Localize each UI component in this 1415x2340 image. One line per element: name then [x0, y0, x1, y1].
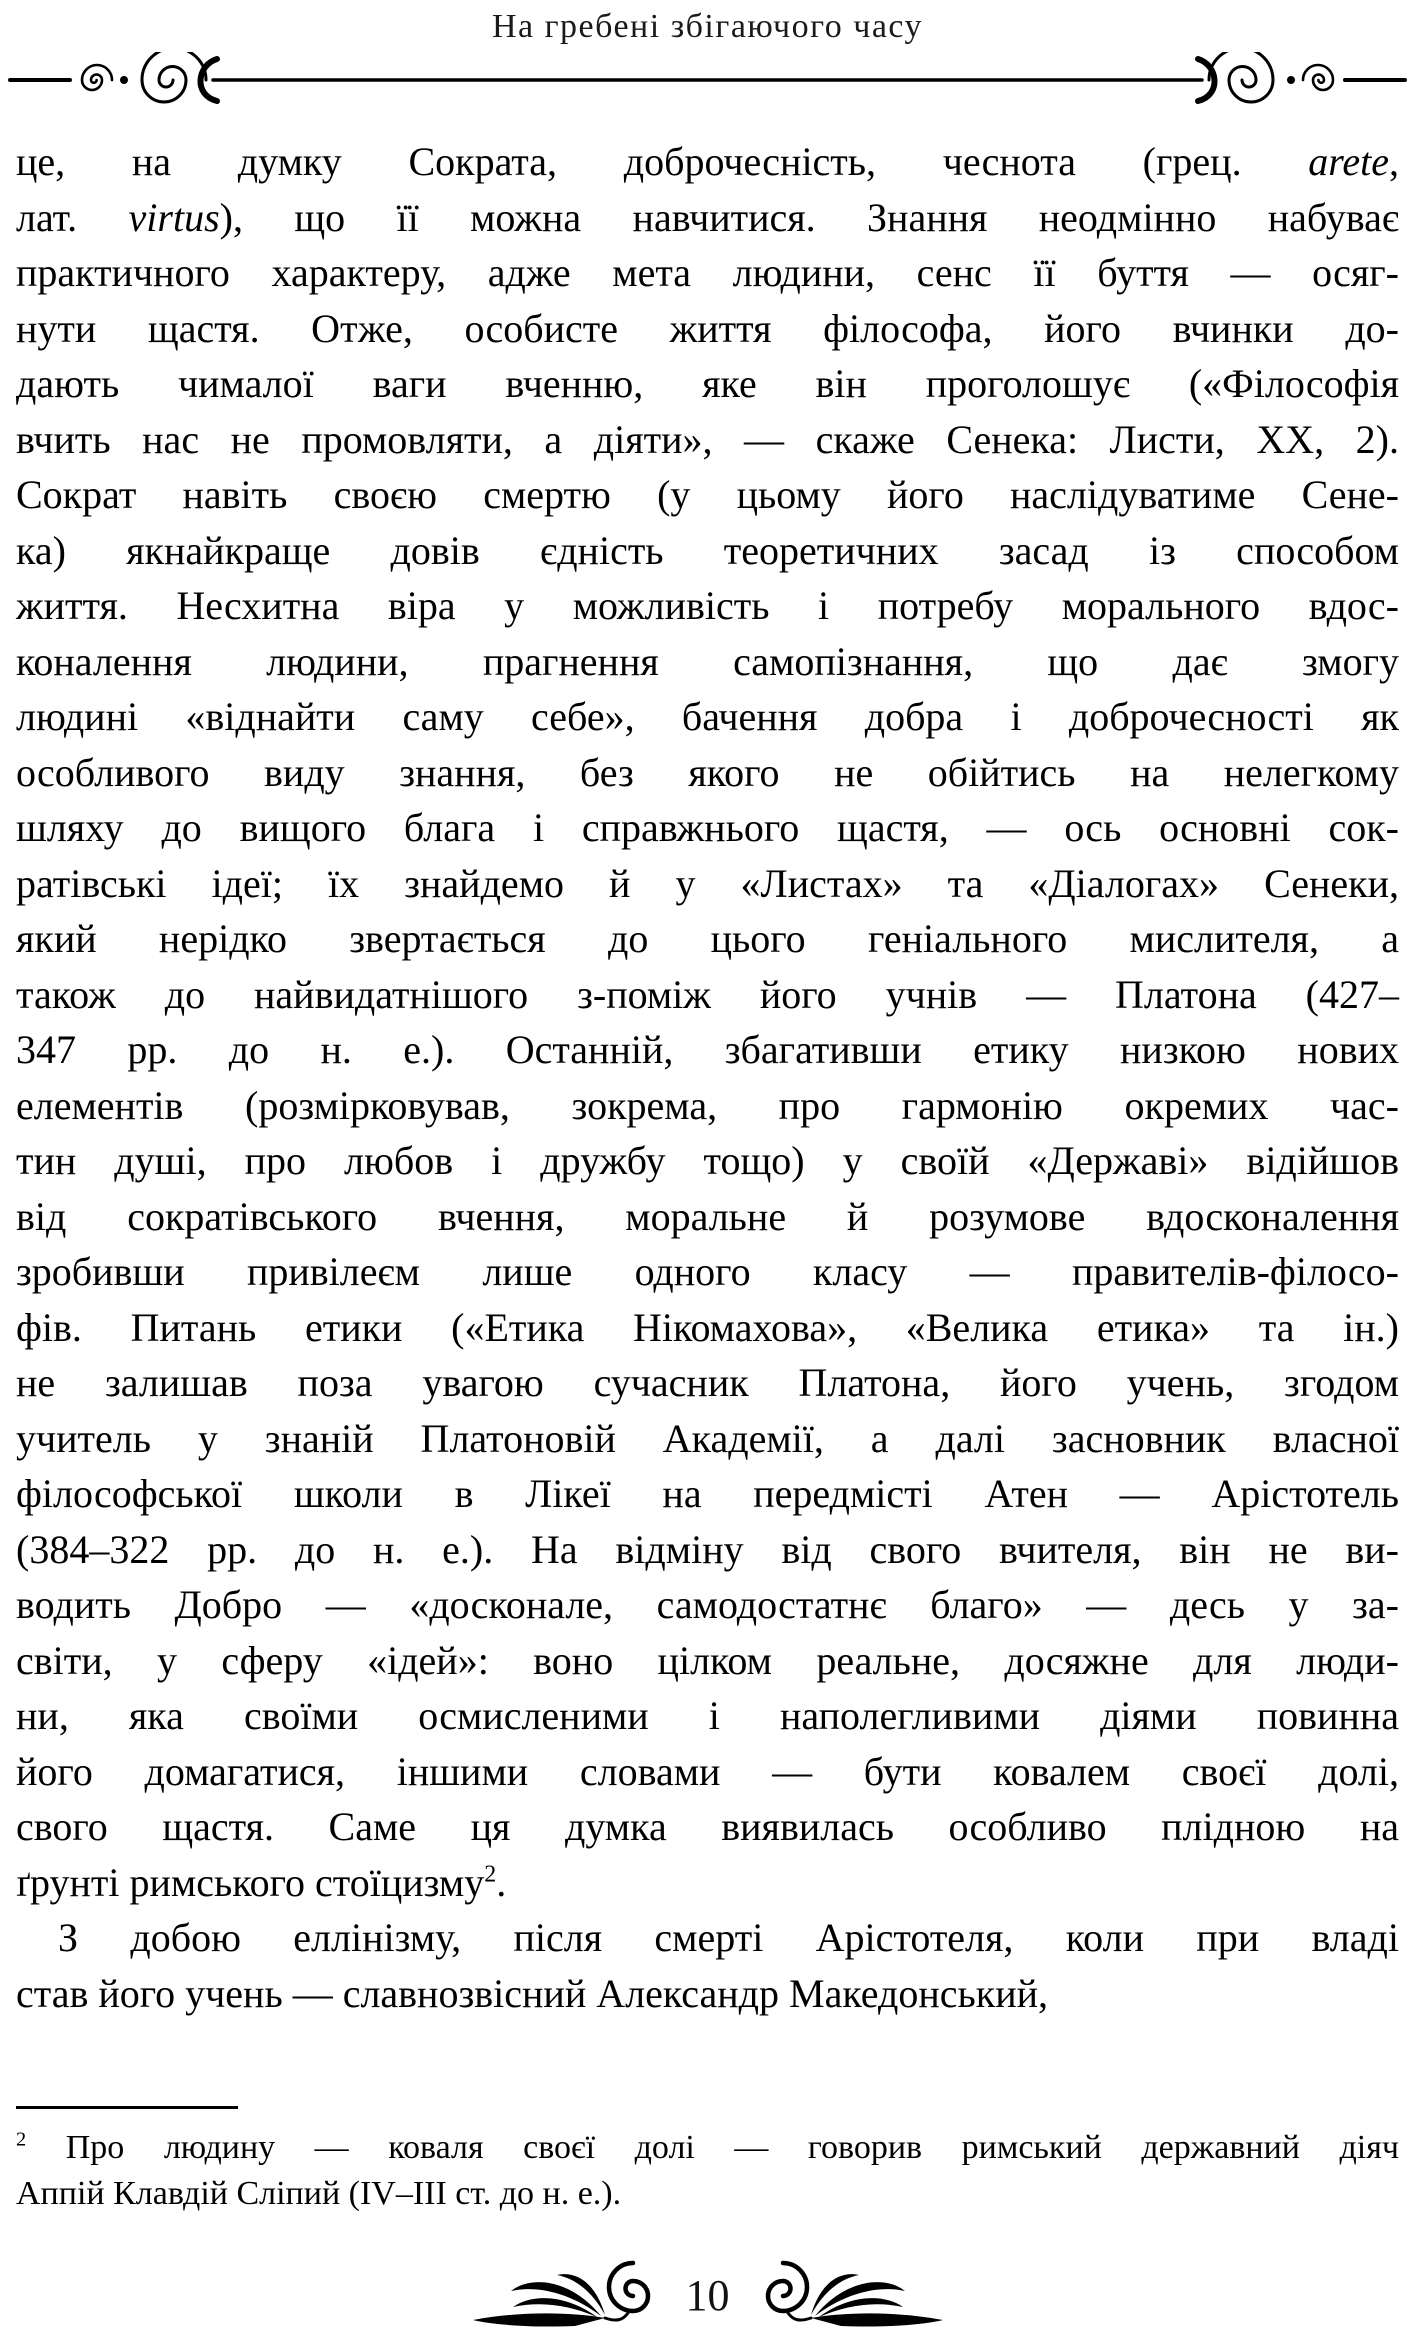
- text-line: учитель у знаній Платоновій Академії, а далі засновник власної: [16, 1415, 1399, 1461]
- footer-flourish-left-icon: [471, 2259, 656, 2331]
- text-line: його домагатися, іншими словами — бути ковалем своєї долі,: [16, 1748, 1399, 1794]
- text-line: ратівські ідеї; їх знайдемо й у «Листах» та «Діалогах» Сенеки,: [16, 860, 1399, 906]
- text-line: особливого виду знання, без якого не обійтись на нелегкому: [16, 749, 1399, 795]
- footnote-separator: [16, 2106, 238, 2109]
- text-line: З добою еллінізму, після смерті Арістотеля, коли при владі: [58, 1915, 1399, 1960]
- text-line: нути щастя. Отже, особисте життя філософа, його вчинки до-: [16, 305, 1399, 351]
- text-line: коналення людини, прагнення самопізнання, що дає змогу: [16, 638, 1399, 684]
- text-line: Сократ навіть своєю смертю (у цьому його наслідуватиме Сене-: [16, 472, 1399, 517]
- footer-flourish-right-icon: [760, 2259, 945, 2331]
- text-line: ка) якнайкраще довів єдність теоретичних засад із способом: [16, 527, 1399, 573]
- text-line: (384–322 рр. до н. е.). На відміну від свого вчителя, він не ви-: [16, 1526, 1399, 1572]
- text-line: вчить нас не промовляти, а діяти», — скаже Сенека: Листи, XX, 2).: [16, 416, 1399, 462]
- text-line: людині «віднайти саму себе», бачення добра і доброчесності як: [16, 694, 1399, 739]
- text-line: 347 рр. до н. е.). Останній, збагативши етику низкою нових: [16, 1027, 1399, 1072]
- footnote-text: [16, 2125, 1399, 2217]
- text-line: від сократівського вчення, моральне й розумове вдосконалення: [16, 1193, 1399, 1239]
- text-line: дають чималої ваги вченню, яке він проголошує («Філософія: [16, 361, 1399, 406]
- header-ornament-rule: [0, 52, 1415, 108]
- text-line: свого щастя. Саме ця думка виявилась особливо плідною на: [16, 1804, 1399, 1849]
- text-line: життя. Несхитна віра у можливість і потребу морального вдос-: [16, 583, 1399, 628]
- text-line: $^2$ Про людину — коваля своєї долі — говорив римський державний діяч: [16, 2128, 1399, 2166]
- text-line: фів. Питань етики («Етика Нікомахова», «Велика етика» та ін.): [16, 1304, 1399, 1350]
- text-line: це, на думку Сократа, доброчесність, чеснота (грец. arete,: [16, 139, 1399, 184]
- header-swirl-right-icon: [1198, 52, 1405, 102]
- page-number: 10: [685, 2270, 730, 2320]
- text-line: лат. virtus), що її можна навчитися. Знання неодмінно набуває: [16, 194, 1399, 240]
- text-line: тин душі, про любов і дружбу тощо) у своїй «Державі» відійшов: [16, 1138, 1399, 1183]
- text-line: практичного характеру, адже мета людини, сенс її буття — осяг-: [16, 250, 1399, 295]
- text-line: зробивши привілеєм лише одного класу — правителів-філосо-: [16, 1249, 1399, 1294]
- text-line: світи, у сферу «ідей»: воно цілком реальне, досяжне для люди-: [16, 1637, 1399, 1683]
- text-line: Аппій Клавдій Сліпий (IV–III ст. до н. е.).: [16, 2175, 622, 2212]
- body-text: [0, 134, 1415, 2021]
- page-footer: [0, 2256, 1415, 2334]
- text-line: який нерідко звертається до цього геніального мислителя, а: [16, 916, 1399, 961]
- header-swirl-left-icon: [10, 52, 217, 102]
- footnote: [16, 2106, 1399, 2217]
- text-line: філософської школи в Лікеї на передмісті Атен — Арістотель: [16, 1471, 1399, 1516]
- text-line: не залишав поза увагою сучасник Платона, його учень, згодом: [16, 1360, 1399, 1405]
- text-line: ни, яка своїми осмисленими і наполегливими діями повинна: [16, 1693, 1399, 1738]
- text-line: ґрунті римського стоїцизму$^2$.: [16, 1859, 507, 1905]
- text-line: став його учень — славнозвісний Александр Македонський,: [16, 1970, 1049, 2016]
- text-line: елементів (розмірковував, зокрема, про гармонію окремих час-: [16, 1082, 1399, 1128]
- text-line: водить Добро — «досконале, самодостатнє благо» — десь у за-: [16, 1582, 1399, 1627]
- running-head-title: На гребені збігаючого часу: [491, 8, 924, 45]
- text-line: шляху до вищого блага і справжнього щастя, — ось основні сок-: [16, 805, 1399, 850]
- text-line: також до найвидатнішого з-поміж його учнів — Платона (427–: [16, 971, 1399, 1017]
